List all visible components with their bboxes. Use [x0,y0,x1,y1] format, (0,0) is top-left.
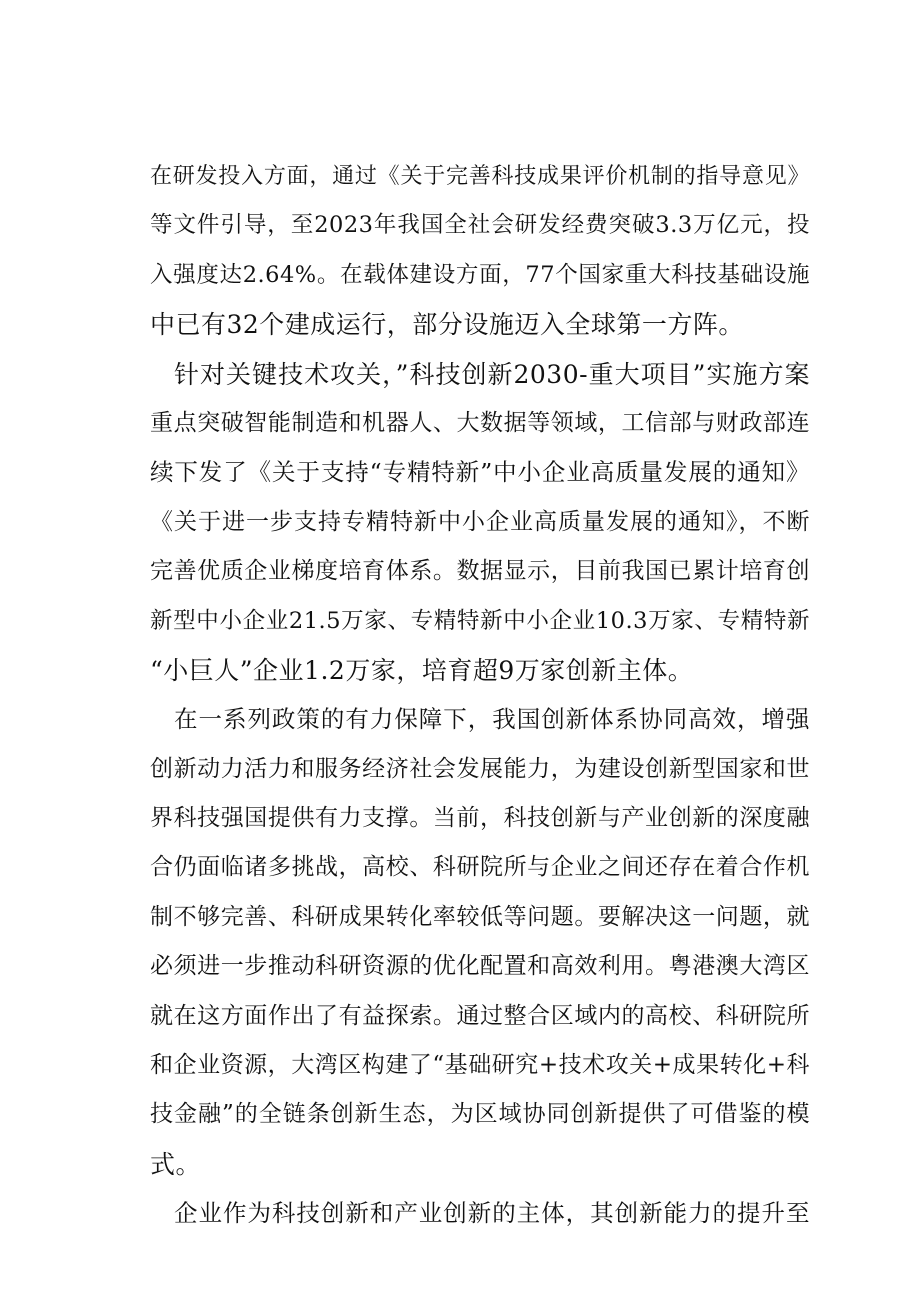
text-line: 重点突破智能制造和机器人、大数据等领域，工信部与财政部连 [150,409,810,436]
text-line: 式。 [150,1149,202,1179]
text-line: 企业作为科技创新和产业创新的主体，其创新能力的提升至 [174,1199,810,1228]
text-line: 针对关键技术攻关，”科技创新2030-重大项目”实施方案 [174,359,810,389]
text-line: 在研发投入方面，通过《关于完善科技成果评价机制的指导意见》 [150,164,810,189]
text-line: 中已有32个建成运行，部分设施迈入全球第一方阵。 [150,310,744,340]
text-line: 就在这方面作出了有益探索。通过整合区域内的高校、科研院所 [150,1002,810,1029]
text-line: 和企业资源，大湾区构建了“基础研究+技术攻关+成果转化+科 [150,1052,810,1079]
text-line: 技金融”的全链条创新生态，为区域协同创新提供了可借鉴的模 [150,1101,810,1128]
text-line: 等文件引导，至2023年我国全社会研发经费突破3.3万亿元，投 [150,212,810,239]
text-line: 在一系列政策的有力保障下，我国创新体系协同高效，增强 [174,705,810,734]
text-line: 《关于进一步支持专精特新中小企业高质量发展的通知》，不断 [150,508,810,535]
text-line: 新型中小企业21.5万家、专精特新中小企业10.3万家、专精特新 [150,607,810,634]
text-line: 必须进一步推动科研资源的优化配置和高效利用。粤港澳大湾区 [150,953,810,980]
text-line: 续下发了《关于支持“专精特新”中小企业高质量发展的通知》 [150,458,810,487]
body-text [150,152,810,1239]
text-line: 制不够完善、科研成果转化率较低等问题。要解决这一问题，就 [150,903,810,930]
text-line: 完善优质企业梯度培育体系。数据显示，目前我国已累计培育创 [150,558,810,585]
text-line: “小巨人”企业1.2万家，培育超9万家创新主体。 [150,655,694,685]
text-line: 创新动力活力和服务经济社会发展能力，为建设创新型国家和世 [150,755,810,782]
text-line: 合仍面临诸多挑战，高校、科研院所与企业之间还存在着合作机 [150,854,810,881]
text-line: 界科技强国提供有力支撑。当前，科技创新与产业创新的深度融 [150,805,810,832]
text-line: 入强度达2.64%。在载体建设方面，77个国家重大科技基础设施 [150,261,810,288]
